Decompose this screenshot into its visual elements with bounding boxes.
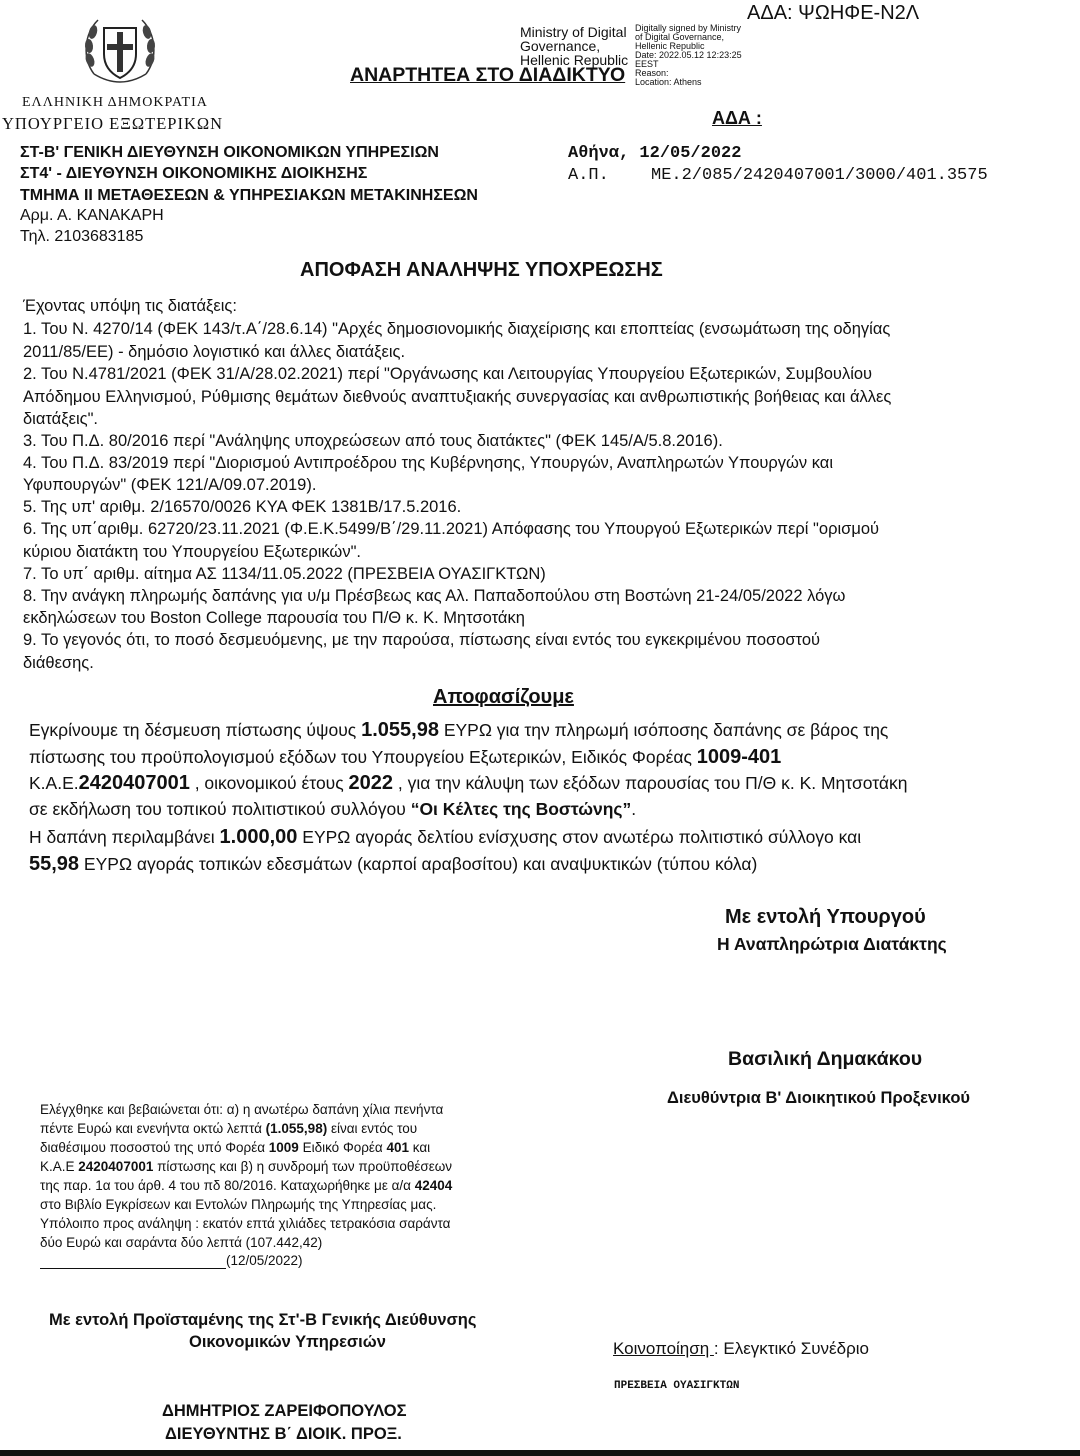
signature-org-line-3: Hellenic Republic [520,52,629,68]
date-line: Αθήνα, 12/05/2022 [568,144,742,163]
verification-text: Κ.Α.Ε [40,1159,79,1174]
signature-role: Η Αναπληρώτρια Διατάκτης [717,934,947,954]
protocol-label: Α.Π. [568,166,609,185]
considering-line: εκδηλώσεων του Boston College παρουσία του Π/Θ κ. Κ. Μητσοτάκη [23,609,525,627]
considering-line: 8. Την ανάγκη πληρωμής δαπάνης για υ/μ Πρέσβεως κας Αλ. Παπαδοπούλου στη Βοστώνη 21-24/05/2022 λόγω [23,587,846,605]
decision-line-3 [29,772,908,795]
considering-line: κύριου διατάκτη του Υπουργείου Εξωτερικών". [23,543,362,561]
considering-line: 2. Του Ν.4781/2021 (ΦΕΚ 31/Α/28.02.2021) περί "Οργάνωσης και Λειτουργίας Υπουργείου Εξωτερικών, Συμβουλίου [23,365,873,383]
signatory-title: Διευθύντρια Β' Διοικητικού Προξενικού [667,1089,971,1107]
verification-text: είναι εντός του [327,1121,418,1136]
commitment-amount: 1.055,98 [361,719,439,741]
bottom-signatory-name: ΔΗΜΗΤΡΙΟΣ ΖΑΡΕΙΦΟΠΟΥΛΟΣ [162,1402,407,1420]
signature-order: Με εντολή Υπουργού [725,906,926,928]
verification-body: 1009 [268,1140,299,1155]
signature-detail: Reason: [635,68,669,78]
signature-detail: Location: Athens [635,77,702,87]
signature-detail: Digitally signed by Ministry [635,23,742,33]
document-title: ΑΠΟΦΑΣΗ ΑΝΑΛΗΨΗΣ ΥΠΟΧΡΕΩΣΗΣ [300,259,663,281]
verification-amount: (1.055,98) [265,1121,328,1136]
considering-line: 1. Του Ν. 4270/14 (ΦΕΚ 143/τ.Α΄/28.6.14) "Αρχές δημοσιονομικής διαχείρισης και εποπτείας (ενσωμάτωση της οδηγίας [23,320,891,338]
verification-line [40,1140,430,1155]
kae-code: 2420407001 [78,772,190,794]
signature-detail: Date: 2022.05.12 12:23:25 [635,50,742,60]
decision-text: , οικονομικού έτους [189,773,349,793]
considering-line: 9. Το γεγονός ότι, το ποσό δεσμευόμενης, με την παρούσα, πίστωσης είναι εντός του εγκεκριμένου ποσοστού [23,631,821,649]
considering-line: διάθεσης. [23,654,94,672]
decision-text: Η δαπάνη περιλαμβάνει [29,827,220,847]
verification-line [40,1121,417,1136]
signature-detail: EEST [635,59,659,69]
verification-signature-line [40,1268,226,1269]
food-amount: 55,98 [29,853,80,875]
decision-heading: Αποφασίζουμε [433,686,574,708]
department-line-1: ΣΤ-Β' ΓΕΝΙΚΗ ΔΙΕΥΘΥΝΣΗ ΟΙΚΟΝΟΜΙΚΩΝ ΥΠΗΡΕΣΙΩΝ [20,144,439,161]
department-line-2: ΣΤ4' - ΔΙΕΥΘΥΝΣΗ ΟΙΚΟΝΟΜΙΚΗΣ ΔΙΟΙΚΗΣΗΣ [20,165,368,182]
fiscal-year: 2022 [348,772,394,794]
verification-line [40,1178,452,1193]
association-name: “Οι Κέλτες της Βοστώνης” [410,799,632,819]
verification-text: Ειδικό Φορέα [298,1140,387,1155]
decision-text: σε εκδήλωση του τοπικού πολιτιστικού συλλόγου [29,799,411,819]
considering-line: 6. Της υπ΄αριθμ. 62720/23.11.2021 (Φ.Ε.Κ.5499/Β΄/29.11.2021) Απόφασης του Υπουργού Εξωτερικών περί "ορισμού [23,520,880,538]
republic-name: ΕΛΛΗΝΙΚΗ ΔΗΜΟΚΡΑΤΙΑ [22,95,208,110]
decision-line-1 [29,719,888,742]
decision-line-4 [29,799,636,820]
verification-text: της παρ. 1α του άρθ. 4 του πδ 80/2016. Καταχωρήθηκε με α/α [40,1178,415,1193]
cc-line [613,1339,869,1359]
bottom-order-line-2: Οικονομικών Υπηρεσιών [189,1333,386,1351]
special-body-code: 1009-401 [696,746,782,768]
decision-line-5 [29,826,861,849]
verification-text: διαθέσιμου ποσοστού της υπό Φορέα [40,1140,269,1155]
ada-top: ΑΔΑ: ΨΩΗΦΕ-Ν2Λ [747,2,920,24]
signature-detail: of Digital Governance, [635,32,725,42]
ada-label: ΑΔΑ : [712,108,762,128]
department-line-3: ΤΜΗΜΑ ΙΙ ΜΕΤΑΘΕΣΕΩΝ & ΥΠΗΡΕΣΙΑΚΩΝ ΜΕΤΑΚΙΝΗΣΕΩΝ [20,187,478,204]
verification-line: δύο Ευρώ και σαράντα δύο λεπτά (107.442,42) [40,1235,323,1250]
protocol-number: ΜΕ.2/085/2420407001/3000/401.3575 [651,166,988,185]
cc-label: Κοινοποίηση [613,1339,714,1358]
ministry-name: ΥΠΟΥΡΓΕΙΟ ΕΞΩΤΕΡΙΚΩΝ [2,114,224,133]
decision-text: Κ.Α.Ε. [29,773,79,793]
signatory-name: Βασιλική Δημακάκου [728,1048,923,1070]
verification-line: στο Βιβλίο Εγκρίσεων και Εντολών Πληρωμής της Υπηρεσίας μας. [40,1197,437,1212]
considering-intro: Έχοντας υπόψη τις διατάξεις: [23,297,237,315]
cc-recipient: : Ελεγκτικό Συνέδριο [713,1339,869,1358]
verification-text: και [409,1140,431,1155]
considering-line: Απόδημου Ελληνισμού, Ρύθμισης θεμάτων διεθνούς αναπτυξιακής συνεργασίας και ανθρωπιστικής βοήθειας και άλλες [23,388,892,406]
considering-line: διατάξεις". [23,410,99,428]
bottom-order-line-1: Με εντολή Προϊσταμένης της Στ'-Β Γενικής Διεύθυνσης [49,1311,477,1329]
decision-text: πίστωσης του προϋπολογισμού εξόδων του Υπουργείου Εξωτερικών, Ειδικός Φορέας [29,747,697,767]
decision-text: ΕΥΡΩ αγοράς δελτίου ενίσχυσης στον ανωτέρω πολιτιστικό σύλλογο και [297,827,862,847]
decision-text: ΕΥΡΩ αγοράς τοπικών εδεσμάτων (καρποί αραβοσίτου) και αναψυκτικών (τύπου κόλα) [79,854,758,874]
verification-special-body: 401 [386,1140,410,1155]
verification-entry-number: 42404 [414,1178,453,1193]
contact-name: Αρμ. Α. ΚΑΝΑΚΑΡΗ [20,207,164,224]
considering-line: 2011/85/ΕΕ) - δημόσιο λογιστικό και άλλες διατάξεις. [23,343,406,361]
signature-org-line-2: Governance, [520,38,601,54]
contact-phone: Τηλ. 2103683185 [20,228,144,245]
considering-line: 3. Του Π.Δ. 80/2016 περί "Ανάληψης υποχρεώσεων από τους διατάκτες" (ΦΕΚ 145/Α/5.8.2016). [23,432,723,450]
decision-text: , για την κάλυψη των εξόδων παρουσίας του Π/Θ κ. Κ. Μητσοτάκη [393,773,908,793]
verification-line: Υπόλοιπο προς ανάληψη : εκατόν επτά χιλιάδες τετρακόσια σαράντα [40,1216,451,1231]
verification-text: πίστωσης και β) η συνδρομή των προϋποθέσεων [153,1159,453,1174]
publish-notice: ΑΝΑΡΤΗΤΕΑ ΣΤΟ ΔΙΑΔΙΚΤΥΟ [350,64,626,86]
ticket-amount: 1.000,00 [219,826,298,848]
decision-line-6 [29,853,757,876]
verification-text: πέντε Ευρώ και ενενήντα οκτώ λεπτά [40,1121,266,1136]
signature-org-line-1: Ministry of Digital [520,24,627,40]
bottom-edge-bar [0,1450,1080,1456]
decision-text: Εγκρίνουμε τη δέσμευση πίστωσης ύψους [29,720,362,740]
considering-line: 5. Της υπ' αριθμ. 2/16570/0026 ΚΥΑ ΦΕΚ 1381Β/17.5.2016. [23,498,462,516]
verification-line: Ελέγχθηκε και βεβαιώνεται ότι: α) η ανωτέρω δαπάνη χίλια πενήντα [40,1102,444,1117]
considering-line: Υφυπουργών" (ΦΕΚ 121/Α/09.07.2019). [23,476,317,494]
cc-embassy: ΠΡΕΣΒΕΙΑ ΟΥΑΣΙΓΚΤΩΝ [614,1380,740,1392]
signature-detail: Hellenic Republic [635,41,705,51]
verification-kae: 2420407001 [78,1159,154,1174]
decision-line-2 [29,746,781,769]
decision-text: ΕΥΡΩ για την πληρωμή ισόποσης δαπάνης σε βάρος της [438,720,889,740]
decision-text: . [631,799,637,819]
considering-line: 4. Του Π.Δ. 83/2019 περί "Διορισμού Αντιπροέδρου της Κυβέρνησης, Υπουργών, Αναπληρωτών Υπουργών και [23,454,834,472]
bottom-signatory-title: ΔΙΕΥΘΥΝΤΗΣ Β΄ ΔΙΟΙΚ. ΠΡΟΞ. [165,1425,402,1443]
verification-line [40,1159,452,1174]
verification-date: (12/05/2022) [226,1253,303,1268]
considering-line: 7. Το υπ΄ αριθμ. αίτημα ΑΣ 1134/11.05.2022 (ΠΡΕΣΒΕΙΑ ΟΥΑΣΙΓΚΤΩΝ) [23,565,546,583]
